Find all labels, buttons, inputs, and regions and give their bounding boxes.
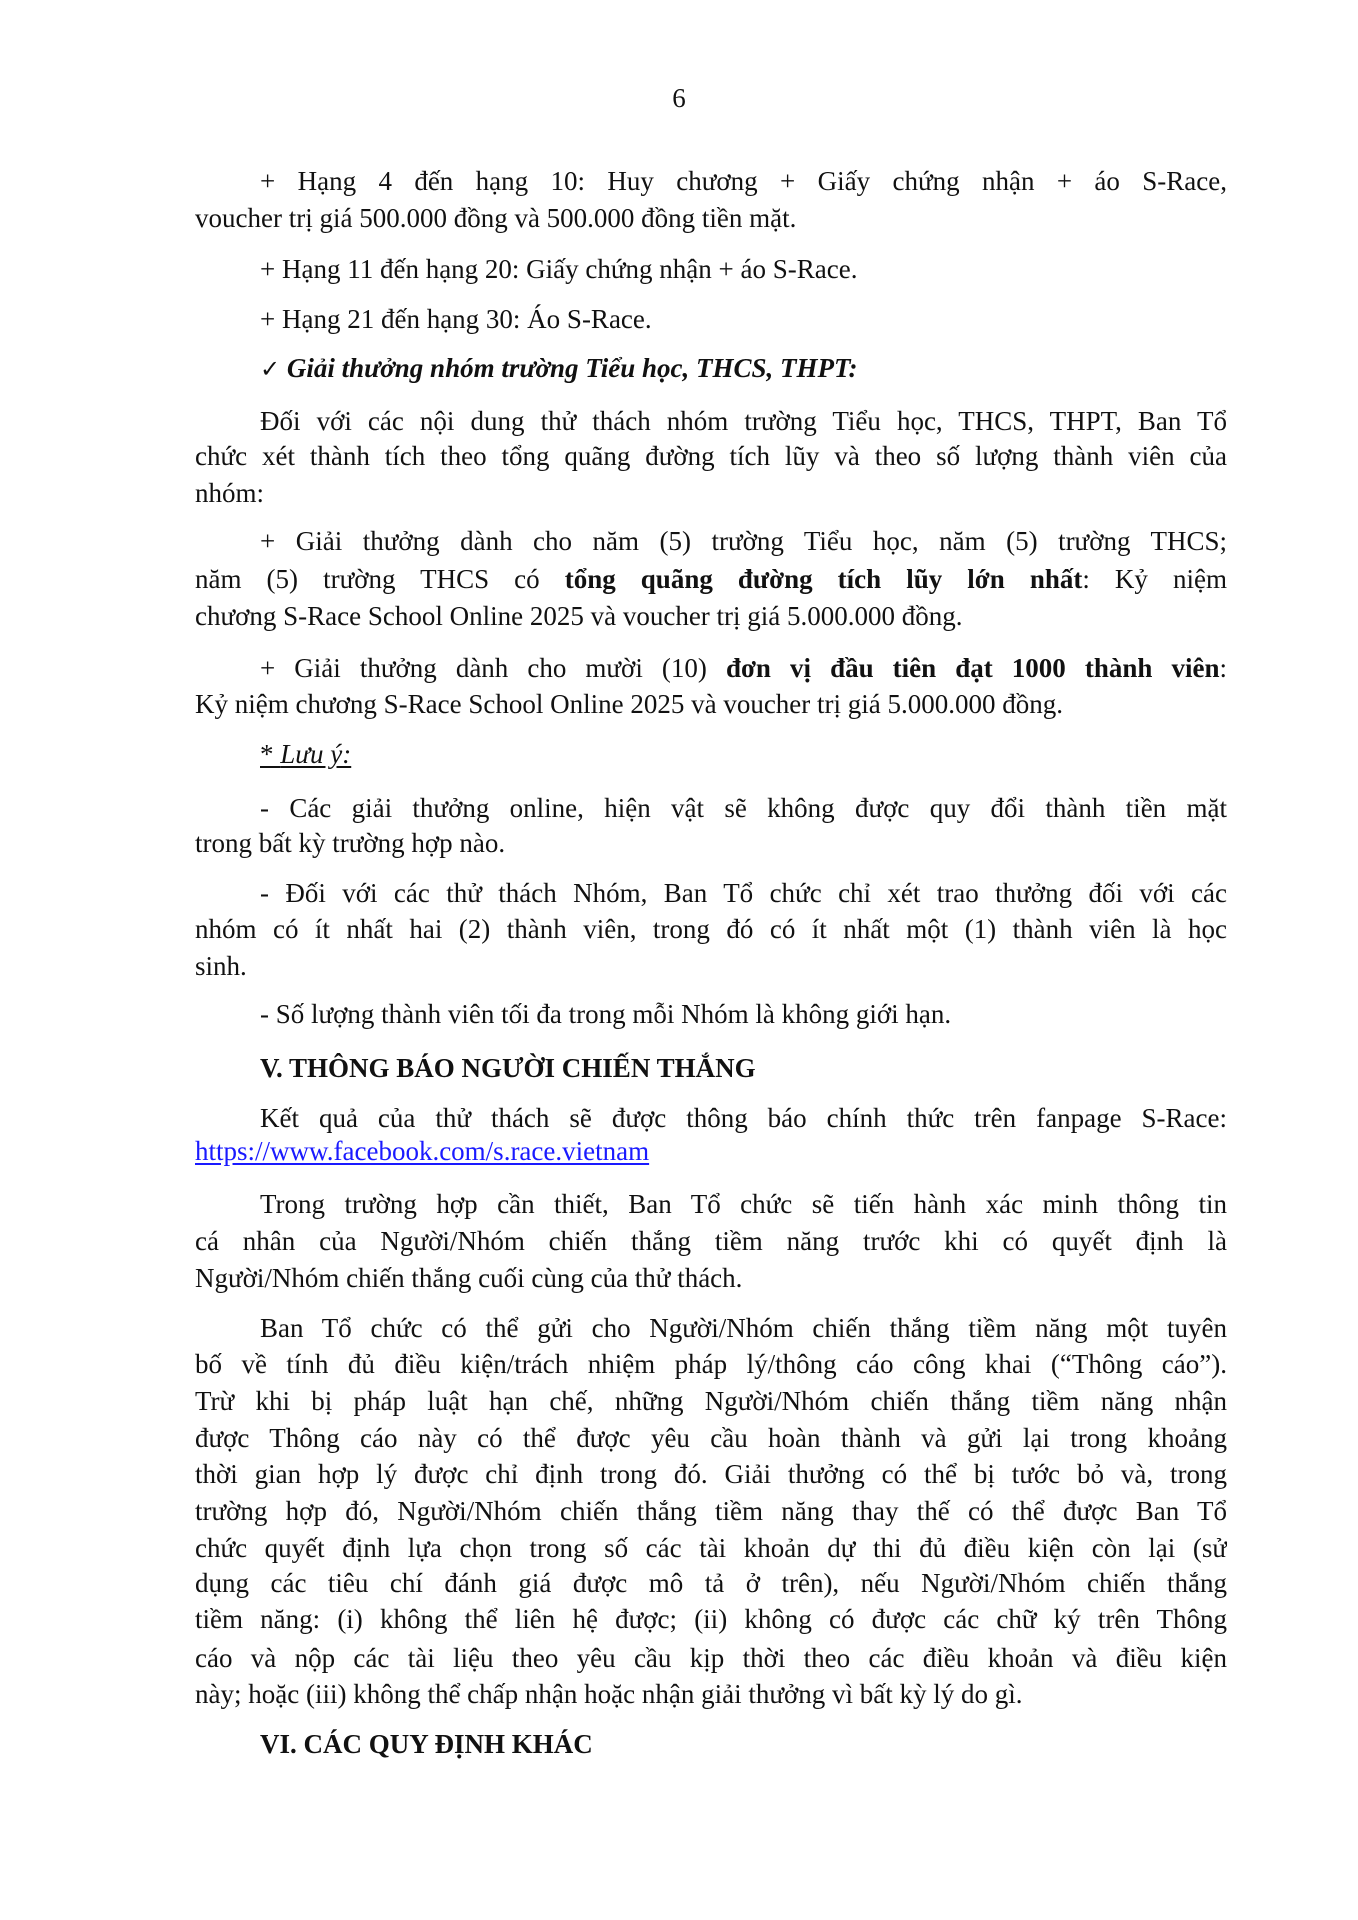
paragraph-line: tiềm năng: (i) không thể liên hệ được; (ii) không có được các chữ ký trên Thông bbox=[195, 1604, 1227, 1634]
note-item-cont: nhóm có ít nhất hai (2) thành viên, trong đó có ít nhất một (1) thành viên là học bbox=[195, 914, 1227, 944]
paragraph-line: dụng các tiêu chí đánh giá được mô tả ở trên), nếu Người/Nhóm chiến thắng bbox=[195, 1568, 1227, 1598]
paragraph-line: này; hoặc (iii) không thể chấp nhận hoặc nhận giải thưởng vì bất kỳ lý do gì. bbox=[195, 1679, 1023, 1709]
paragraph-line: chức quyết định lựa chọn trong số các tài khoản dự thi đủ điều kiện còn lại (sử bbox=[195, 1533, 1227, 1563]
text: + Giải thưởng dành cho mười (10) bbox=[260, 653, 726, 683]
section-heading-vi: VI. CÁC QUY ĐỊNH KHÁC bbox=[260, 1729, 593, 1759]
page-number: 6 bbox=[672, 83, 686, 113]
paragraph-line: chức xét thành tích theo tổng quãng đường tích lũy và theo số lượng thành viên của bbox=[195, 441, 1227, 471]
paragraph-line: Đối với các nội dung thử thách nhóm trường Tiểu học, THCS, THPT, Ban Tổ bbox=[260, 406, 1227, 436]
prize-tier-4-10-cont: voucher trị giá 500.000 đồng và 500.000 đồng tiền mặt. bbox=[195, 203, 797, 233]
note-item: - Số lượng thành viên tối đa trong mỗi Nhóm là không giới hạn. bbox=[260, 999, 952, 1029]
note-item-cont: sinh. bbox=[195, 951, 247, 981]
paragraph-line: chương S-Race School Online 2025 và voucher trị giá 5.000.000 đồng. bbox=[195, 601, 963, 631]
paragraph-line: bố về tính đủ điều kiện/trách nhiệm pháp lý/thông cáo công khai (“Thông cáo”). bbox=[195, 1349, 1227, 1379]
prize-top-schools-cont bbox=[195, 564, 1227, 594]
section-heading-v: V. THÔNG BÁO NGƯỜI CHIẾN THẮNG bbox=[260, 1053, 756, 1083]
bold-emphasis: tổng quãng đường tích lũy lớn nhất bbox=[564, 564, 1083, 594]
paragraph-line: Trừ khi bị pháp luật hạn chế, những Người/Nhóm chiến thắng tiềm năng nhận bbox=[195, 1386, 1227, 1416]
school-group-prize-title: Giải thưởng nhóm trường Tiểu học, THCS, THPT: bbox=[286, 353, 858, 383]
fanpage-link-line bbox=[195, 1136, 1227, 1166]
paragraph-line: Người/Nhóm chiến thắng cuối cùng của thử thách. bbox=[195, 1263, 743, 1293]
note-asterisk: * bbox=[260, 739, 281, 769]
note-heading bbox=[260, 739, 1227, 769]
text: : Kỷ niệm bbox=[1082, 564, 1227, 594]
note-item-cont: trong bất kỳ trường hợp nào. bbox=[195, 828, 506, 858]
paragraph-line: nhóm: bbox=[195, 478, 265, 508]
paragraph-line: Kỷ niệm chương S-Race School Online 2025 và voucher trị giá 5.000.000 đồng. bbox=[195, 689, 1064, 719]
prize-tier-4-10: + Hạng 4 đến hạng 10: Huy chương + Giấy chứng nhận + áo S-Race, bbox=[260, 166, 1227, 196]
prize-first-1000-members bbox=[260, 653, 1227, 683]
paragraph-line: cá nhân của Người/Nhóm chiến thắng tiềm năng trước khi có quyết định là bbox=[195, 1226, 1227, 1256]
paragraph-line: Ban Tổ chức có thể gửi cho Người/Nhóm chiến thắng tiềm năng một tuyên bbox=[260, 1313, 1227, 1343]
note-label: Lưu ý: bbox=[280, 739, 352, 769]
note-item: - Đối với các thử thách Nhóm, Ban Tổ chức chỉ xét trao thưởng đối với các bbox=[260, 878, 1227, 908]
prize-tier-21-30: + Hạng 21 đến hạng 30: Áo S-Race. bbox=[260, 304, 652, 334]
checkmark-icon: ✓ bbox=[260, 355, 281, 383]
paragraph-line: Kết quả của thử thách sẽ được thông báo chính thức trên fanpage S-Race: bbox=[260, 1103, 1227, 1133]
paragraph-line: cáo và nộp các tài liệu theo yêu cầu kịp thời theo các điều khoản và điều kiện bbox=[195, 1643, 1227, 1673]
paragraph-line: trường hợp đó, Người/Nhóm chiến thắng tiềm năng thay thế có thể được Ban Tổ bbox=[195, 1496, 1227, 1526]
paragraph-line: được Thông cáo này có thể được yêu cầu hoàn thành và gửi lại trong khoảng bbox=[195, 1423, 1227, 1453]
text: năm (5) trường THCS có bbox=[195, 564, 565, 594]
fanpage-link[interactable]: https://www.facebook.com/s.race.vietnam bbox=[195, 1136, 650, 1166]
text: : bbox=[1219, 653, 1227, 683]
prize-top-schools: + Giải thưởng dành cho năm (5) trường Tiểu học, năm (5) trường THCS; bbox=[260, 526, 1227, 556]
paragraph-line: Trong trường hợp cần thiết, Ban Tổ chức sẽ tiến hành xác minh thông tin bbox=[260, 1189, 1227, 1219]
note-item: - Các giải thưởng online, hiện vật sẽ không được quy đổi thành tiền mặt bbox=[260, 793, 1227, 823]
bold-emphasis: đơn vị đầu tiên đạt 1000 thành viên bbox=[725, 653, 1220, 683]
prize-tier-11-20: + Hạng 11 đến hạng 20: Giấy chứng nhận + áo S-Race. bbox=[260, 254, 858, 284]
paragraph-line: thời gian hợp lý được chỉ định trong đó. Giải thưởng có thể bị tước bỏ và, trong bbox=[195, 1459, 1227, 1489]
school-group-prize-heading bbox=[260, 353, 1227, 383]
